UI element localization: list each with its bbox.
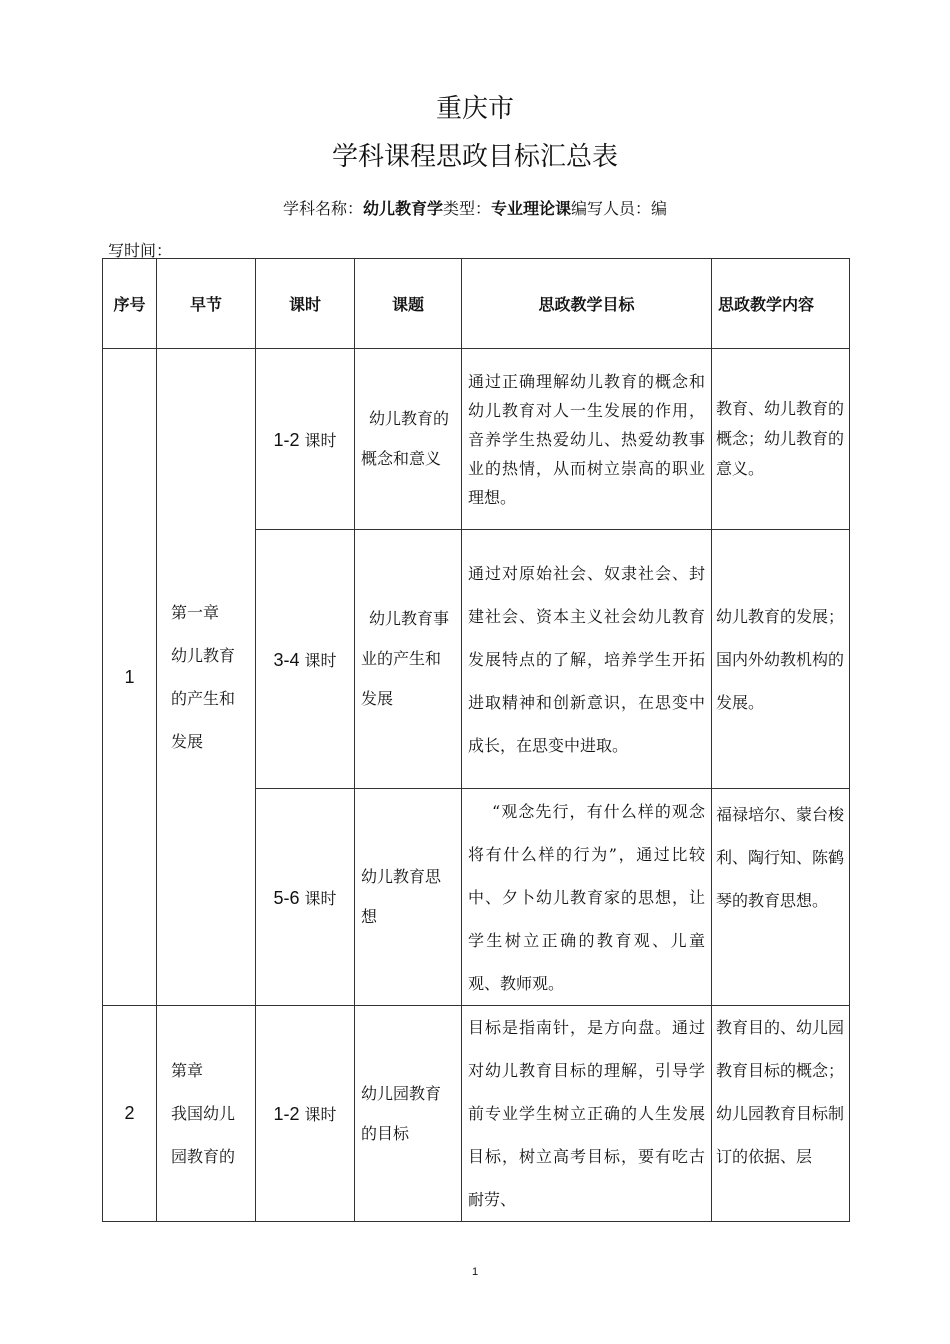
- table-row: [103, 349, 850, 530]
- topic-cell: 幼儿教育事业的产生和发展: [355, 530, 462, 789]
- row-number: 1: [103, 349, 157, 1006]
- chapter-line: 的产生和: [171, 689, 236, 708]
- hours-number: 3-4: [273, 649, 300, 670]
- goal-cell: 通过正确理解幼儿教育的概念和幼儿教育对人一生发展的作用，音养学生热爱幼儿、热爱幼教事业的热情，从而树立崇高的职业理想。: [462, 349, 712, 530]
- chapter-line: 我国幼儿: [171, 1104, 236, 1123]
- title-city: 重庆市: [435, 94, 514, 124]
- hours-number: 5-6: [273, 887, 300, 908]
- subject-value: 幼儿教育学: [362, 199, 443, 218]
- chapter-line: 第章: [171, 1061, 204, 1080]
- hours-number: 1-2: [273, 429, 300, 450]
- goal-cell: 目标是指南针，是方向盘。通过对幼儿教育目标的理解，引导学前专业学生树立正确的人生发展目标，树立高考目标，要有吃古耐劳、: [462, 1006, 712, 1222]
- table-row: [103, 1006, 850, 1222]
- chapter-line: 幼儿教育: [171, 646, 236, 665]
- type-value: 专业理论课: [491, 199, 572, 218]
- hours-unit: 课时: [304, 1105, 337, 1124]
- title-main: 学科课程思政目标汇总表: [331, 142, 618, 172]
- header-hours: 课时: [256, 259, 355, 349]
- type-label: 类型：: [442, 199, 491, 218]
- goal-cell: “观念先行，有什么样的观念将有什么样的行为”，通过比较中、夕卜幼儿教育家的思想，让学生树立正确的教育观、儿童观、教师观。: [462, 789, 712, 1006]
- header-content: 思政教学内容: [712, 259, 850, 349]
- content-cell: 幼儿教育的发展；国内外幼教机构的发展。: [712, 530, 850, 789]
- chapter-line: 园教育的: [171, 1147, 236, 1166]
- header-no: 序号: [103, 259, 157, 349]
- goal-cell: 通过对原始社会、奴隶社会、封建社会、资本主义社会幼儿教育发展特点的了解，培养学生开拓进取精神和创新意识，在思变中成长，在思变中进取。: [462, 530, 712, 789]
- hours-unit: 课时: [304, 650, 337, 670]
- chapter-cell: [157, 349, 256, 1006]
- hours-number: 1-2: [273, 1104, 300, 1124]
- date-label: 写时间：: [108, 241, 173, 260]
- header-topic: 课题: [355, 259, 462, 349]
- topic-cell: 幼儿教育的概念和意义: [355, 349, 462, 530]
- content-cell: 教育目的、幼儿园教育目标的概念；幼儿园教育目标制订的依据、层: [712, 1006, 850, 1222]
- page-number: 1: [471, 1266, 479, 1278]
- row-number: 2: [103, 1006, 157, 1222]
- header-chapter: 早节: [157, 259, 256, 349]
- summary-table: [102, 258, 850, 1222]
- header-row: [103, 259, 850, 349]
- content-cell: 福禄培尔、蒙台梭利、陶行知、陈鹤琴的教育思想。: [712, 789, 850, 1006]
- hours-unit: 课时: [304, 888, 337, 908]
- hours-unit: 课时: [304, 430, 337, 450]
- chapter-line: 发展: [171, 732, 204, 751]
- chapter-line: 第一章: [171, 603, 220, 622]
- topic-cell: 幼儿园教育的目标: [355, 1006, 462, 1222]
- hours-cell: [256, 349, 355, 530]
- hours-cell: [256, 789, 355, 1006]
- header-goal: 思政教学目标: [462, 259, 712, 349]
- topic-cell: 幼儿教育思想: [355, 789, 462, 1006]
- subject-label: 学科名称：: [282, 199, 363, 218]
- chapter-cell: [157, 1006, 256, 1222]
- meta-line: [0, 196, 950, 219]
- hours-cell: [256, 530, 355, 789]
- author-label: 编写人员：编: [571, 199, 668, 218]
- content-cell: 教育、幼儿教育的概念；幼儿教育的意义。: [712, 349, 850, 530]
- hours-cell: [256, 1006, 355, 1222]
